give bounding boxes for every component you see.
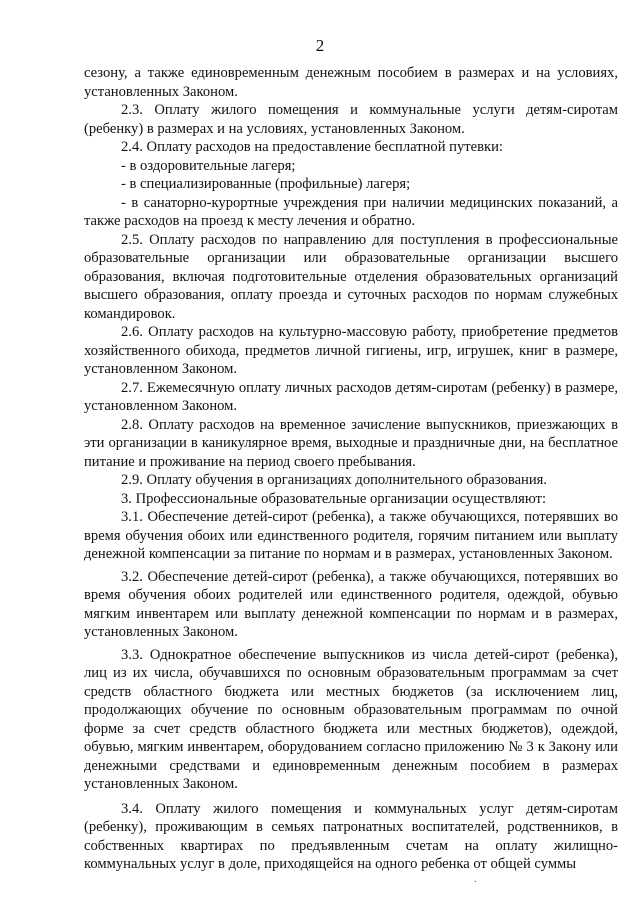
paragraph-2-6: 2.6. Оплату расходов на культурно-массовую работу, приобретение предметов хозяйственного обихода, предметов личной гигиены, игр, игрушек, книг в размере, установленном Законом.	[84, 324, 618, 377]
list-item-sanatoriums: - в санаторно-курортные учреждения при наличии медицинских показаний, а также расходов на проезд к месту лечения и обратно.	[84, 194, 618, 229]
paragraph-3: 3. Профессиональные образовательные организации осуществляют:	[121, 490, 546, 507]
list-item-health-camps: - в оздоровительные лагеря;	[121, 157, 296, 174]
paragraph-3-4: 3.4. Оплату жилого помещения и коммунальных услуг детям-сиротам (ребенку), проживающим в семьях патронатных воспитателей, родственников, в собственных квартирах по предъявленным счетам на оплату жилищно-коммунальных услуг в доле, приходящейся на одного ребенка от общей суммы	[84, 800, 618, 872]
list-item-specialized-camps: - в специализированные (профильные) лагеря;	[121, 176, 411, 192]
paragraph-2-3: 2.3. Оплату жилого помещения и коммунальные услуги детям-сиротам (ребенку) в размерах и на условиях, установленных Законом.	[84, 102, 618, 137]
paragraph-3-2: 3.2. Обеспечение детей-сирот (ребенка), а также обучающихся, потерявших во время обучения обоих родителей или единственного родителя, одеждой, обувью мягким инвентарем или выплату денежной компенсации по нормам и в размерах, установленных Законом.	[84, 568, 618, 640]
paragraph-2-5: 2.5. Оплату расходов по направлению для поступления в профессиональные образовательные организации или образовательные организации высшего образования, включая подготовительные отделения образовательных организаций высшего образования, оплату проезда и суточных расходов по нормам служебных командировок.	[84, 231, 618, 322]
paragraph-3-1: 3.1. Обеспечение детей-сирот (ребенка), а также обучающихся, потерявших во время обучения обоих или единственного родителя, горячим питанием или выплату денежной компенсации за питание по нормам и в размерах, установленных Законом.	[84, 509, 618, 562]
paragraph-2-9: 2.9. Оплату обучения в организациях дополнительного образования.	[121, 472, 548, 488]
paragraph-2-8: 2.8. Оплату расходов на временное зачисление выпускников, приезжающих в эти организации в каникулярное время, выходные и праздничные дни, на бесплатное питание и проживание на период своего пребывания.	[84, 416, 618, 470]
page-number: 2	[315, 36, 325, 55]
paragraph-2-4: 2.4. Оплату расходов на предоставление бесплатной путевки:	[121, 139, 503, 155]
paragraph-2-7: 2.7. Ежемесячную оплату личных расходов детям-сиротам (ребенку) в размере, установленном Законом.	[84, 379, 618, 414]
paragraph-continuation: сезону, а также единовременным денежным пособием в размерах и на условиях, установленных Законом.	[84, 65, 618, 100]
document-body	[84, 64, 618, 874]
paragraph-3-3: 3.3. Однократное обеспечение выпускников из числа детей-сирот (ребенка), лиц из их числа, обучавшихся по основным образовательным программам за счет средств областного бюджета или местных бюджетов (за исключением лиц, продолжающих обучение по основным образовательным программам по очной форме за счет средств областного бюджета или местных бюджетов), одеждой, обувью, мягким инвентарем, оборудованием согласно приложению № 3 к Закону или денежными средствами и единовременным денежным пособием в размерах установленных Законом.	[84, 646, 618, 792]
scan-artifact: .	[474, 874, 480, 885]
